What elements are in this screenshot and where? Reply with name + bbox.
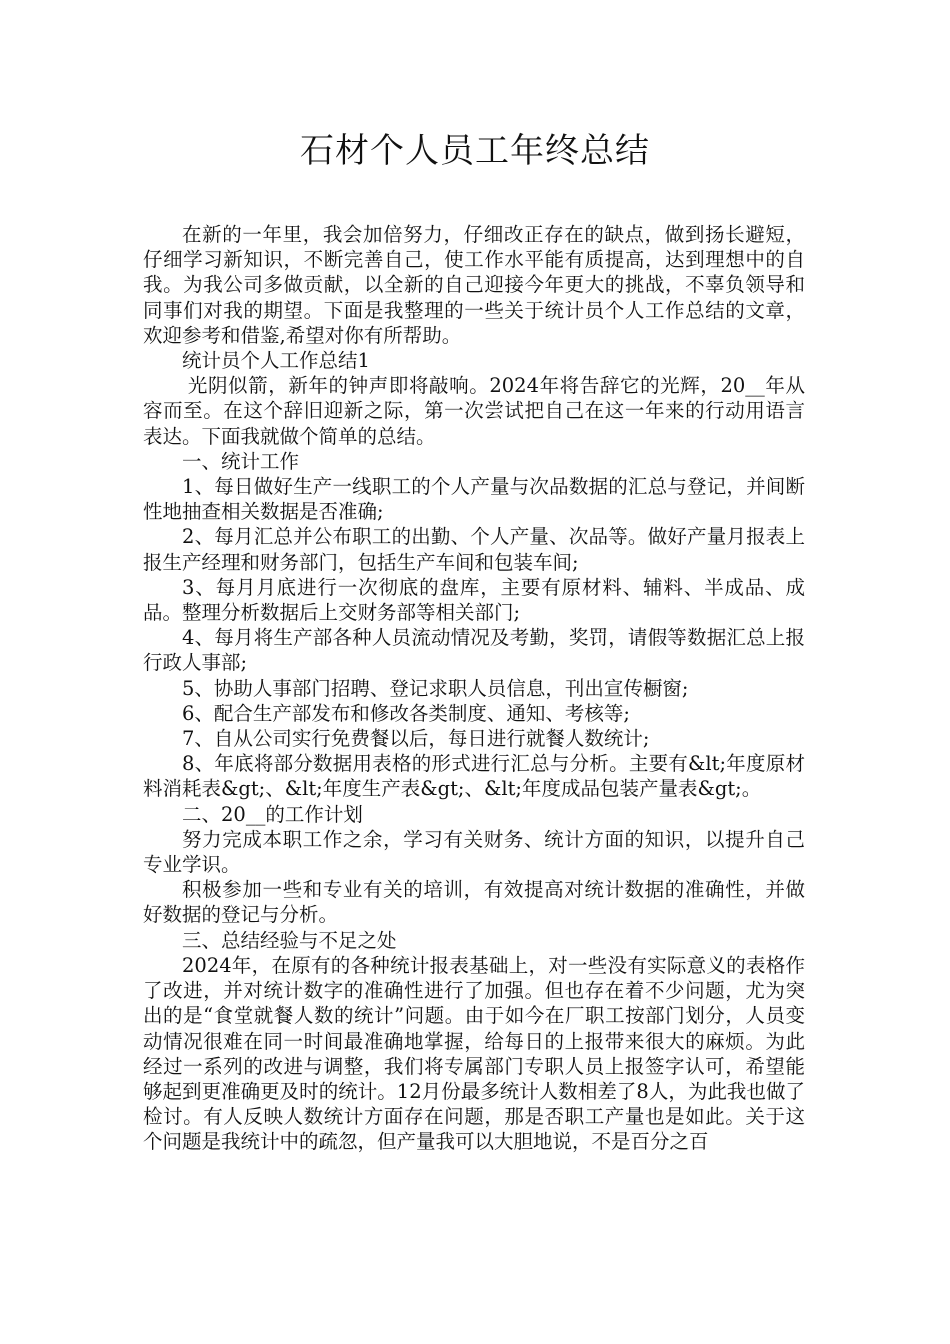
body-paragraph: 积极参加一些和专业有关的培训，有效提高对统计数据的准确性，并做好数据的登记与分析。: [143, 878, 805, 927]
list-item: 1、每日做好生产一线职工的个人产量与次品数据的汇总与登记，并间断性地抽查相关数据是否准确;: [143, 475, 805, 524]
body-paragraph: 努力完成本职工作之余，学习有关财务、统计方面的知识，以提升自己专业学识。: [143, 827, 805, 877]
section-heading: 三、总结经验与不足之处: [182, 928, 397, 952]
list-item: 4、每月将生产部各种人员流动情况及考勤，奖罚，请假等数据汇总上报行政人事部;: [143, 626, 805, 675]
list-item: 3、每月月底进行一次彻底的盘库，主要有原材料、辅料、半成品、成品。整理分析数据后上交财务部等相关部门;: [143, 575, 805, 625]
body-paragraph: 2024年，在原有的各种统计报表基础上，对一些没有实际意义的表格作了改进，并对统计数字的准确性进行了加强。但也存在着不少问题，尤为突出的是“食堂就餐人数的统计”问题。由于如今在厂职工按部门划分，人员变动情况很难在同一时间最准确地掌握，给每日的上报带来很大的麻烦。为此经过一系列的改进与调整，我们将专属部门专职人员上报签字认可，希望能够起到更准确更及时的统计。12月份最多统计人数相差了8人，为此我也做了检讨。有人反映人数统计方面存在问题，那是否职工产量也是如此。关于这个问题是我统计中的疏忽，但产量我可以大胆地说，不是百分之百: [143, 953, 805, 1154]
section-heading: 二、20__的工作计划: [182, 802, 363, 826]
document-body: [143, 222, 805, 1155]
list-item: 7、自从公司实行免费餐以后，每日进行就餐人数统计;: [182, 727, 650, 751]
document-title: 石材个人员工年终总结: [300, 131, 650, 171]
section-heading: 一、统计工作: [182, 449, 300, 473]
body-paragraph: 光阴似箭，新年的钟声即将敲响。2024年将告辞它的光辉，20__年从容而至。在这个辞旧迎新之际，第一次尝试把自己在这一年来的行动用语言表达。下面我就做个简单的总结。: [143, 374, 805, 448]
intro-paragraph: 在新的一年里，我会加倍努力，仔细改正存在的缺点，做到扬长避短，仔细学习新知识，不断完善自己，使工作水平能有质提高，达到理想中的自我。为我公司多做贡献，以全新的自己迎接今年更大的挑战，不辜负领导和同事们对我的期望。下面是我整理的一些关于统计员个人工作总结的文章，欢迎参考和借鉴,希望对你有所帮助。: [143, 223, 805, 347]
list-item: 5、协助人事部门招聘、登记求职人员信息，刊出宣传橱窗;: [182, 676, 689, 700]
list-item: 8、年底将部分数据用表格的形式进行汇总与分析。主要有&lt;年度原材料消耗表&gt;、&lt;年度生产表&gt;、&lt;年度成品包装产量表&gt;。: [143, 752, 805, 801]
section-heading: 统计员个人工作总结1: [182, 349, 370, 373]
list-item: 6、配合生产部发布和修改各类制度、通知、考核等;: [182, 701, 630, 725]
list-item: 2、每月汇总并公布职工的出勤、个人产量、次品等。做好产量月报表上报生产经理和财务部门，包括生产车间和包装车间;: [143, 525, 805, 574]
